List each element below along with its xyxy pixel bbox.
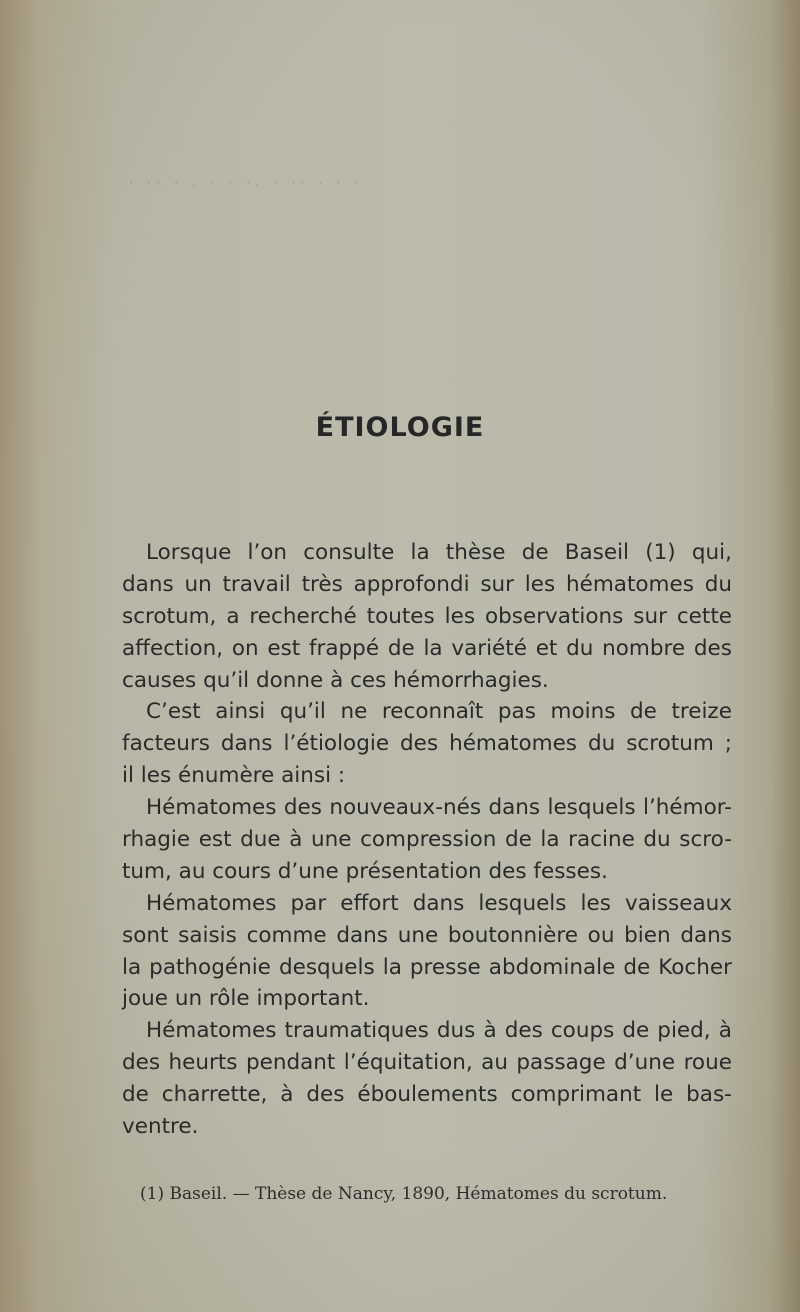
print-bleed-through: · ·· · . · · ·. · ·· · · · (128, 178, 363, 189)
text-line: la pathogénie desquels la presse abdominale de Kocher (122, 954, 732, 980)
text-line: Hématomes par effort dans lesquels les vaisseaux (146, 890, 732, 916)
footnote: (1) Baseil. — Thèse de Nancy, 1890, Hématomes du scrotum. (140, 1184, 668, 1204)
text-line: scrotum, a recherché toutes les observations sur cette (122, 603, 732, 629)
body-text (122, 537, 732, 1143)
text-line: sont saisis comme dans une boutonnière ou bien dans (122, 922, 732, 948)
text-line: Hématomes des nouveaux-nés dans lesquels l’hémor- (146, 795, 732, 821)
text-line: rhagie est due à une compression de la racine du scro- (122, 827, 732, 853)
text-line: dans un travail très approfondi sur les hématomes du (122, 571, 732, 597)
text-line: causes qu’il donne à ces hémorrhagies. (122, 667, 549, 693)
text-line: facteurs dans l’étiologie des hématomes du scrotum ; (122, 731, 732, 757)
text-line: tum, au cours d’une présentation des fesses. (122, 858, 608, 884)
text-line: Lorsque l’on consulte la thèse de Baseil (1) qui, (146, 540, 732, 565)
text-line: de charrette, à des éboulements comprimant le bas- (122, 1082, 732, 1108)
text-line: des heurts pendant l’équitation, au passage d’une roue (122, 1050, 732, 1076)
text-line: affection, on est frappé de la variété et du nombre des (122, 635, 732, 661)
text-line: Hématomes traumatiques dus à des coups de pied, à (146, 1018, 732, 1044)
text-line: joue un rôle important. (122, 986, 370, 1012)
chapter-heading: ÉTIOLOGIE (315, 412, 485, 443)
text-line: il les énumère ainsi : (122, 763, 346, 789)
text-line: C’est ainsi qu’il ne reconnaît pas moins de treize (146, 699, 732, 725)
text-line: ventre. (122, 1114, 199, 1140)
